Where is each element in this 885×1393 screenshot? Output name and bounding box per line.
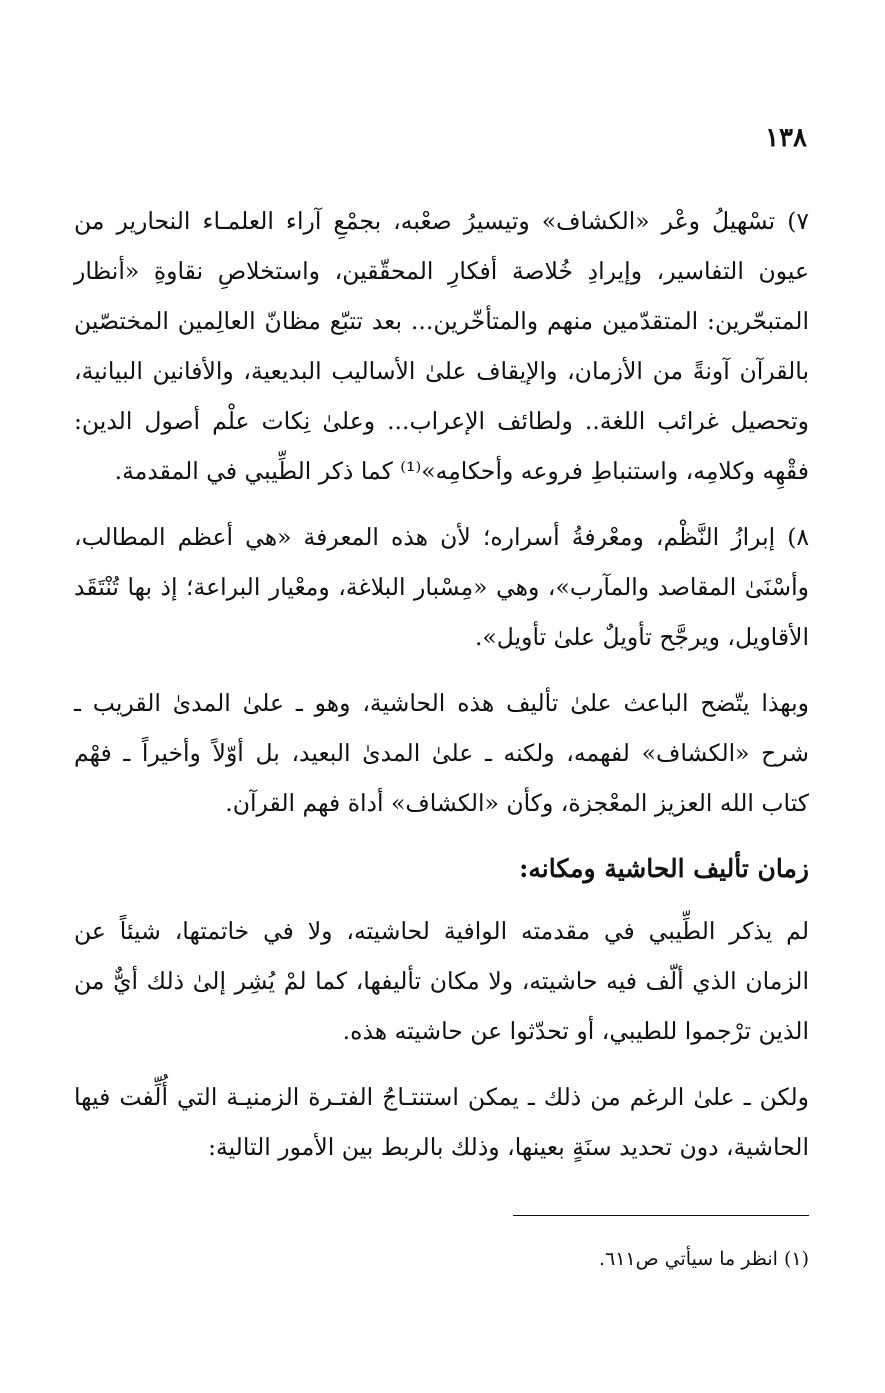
footnote-1: (١) انظر ما سيأتي ص٦١١.: [598, 1248, 809, 1270]
page-number: ١٣٨: [765, 123, 807, 153]
footnote-divider: [513, 1215, 809, 1216]
paragraph-motive: وبهذا يتّضح الباعث علىٰ تأليف هذه الحاشية، وهو ـ علىٰ المدىٰ القريب ـ شرح «الكشاف» لفهمه، ولكنه ـ علىٰ المدىٰ البعيد، بل أوّلاً وأخيراً ـ فهْم كتاب الله العزيز المعْجزة، وكأن «الكشاف» أداة فهم القرآن.: [74, 689, 809, 817]
main-text: [74, 196, 809, 1188]
paragraph-7: ٧) تسْهيلُ وعْر «الكشاف» وتيسيرُ صعْبه، بجمْعِ آراء العلمـاء النحارير من عيون التفاسير، وإيرادِ خُلاصة أفكارِ المحقّقين، واستخلاصِ نقاوةِ «أنظار المتبحّرين: المتقدّمين منهم والمتأخّرين... بعد تتبّع مظانّ العالِمين المختصّين بالقرآن آونةً من الأزمان، والإيقاف علىٰ الأساليب البديعية، والأفانين البيانية، وتحصيل غرائب اللغة.. ولطائف الإعراب... وعلىٰ نِكات علْم أصول الدين: فقْهِه وكلامِه، واستنباطِ فروعه وأحكامِه»⁽¹⁾ كما ذكر الطِّيبي في المقدمة.: [74, 207, 810, 485]
paragraph-8: ٨) إبرازُ النَّظْم، ومعْرفةُ أسراره؛ لأن هذه المعرفة «هي أعظم المطالب، وأسْنَىٰ المقاصد والمآرب»، وهي «مِسْبار البلاغة، ومعْيار البراعة؛ إذ بها تُنْتَقَد الأقاويل، ويرجَّح تأويلٌ علىٰ تأويل».: [74, 523, 809, 651]
section-heading: زمان تأليف الحاشية ومكانه:: [519, 854, 809, 883]
paragraph-inference: ولكن ـ علىٰ الرغم من ذلك ـ يمكن استنتـاجُ الفتـرة الزمنيـة التي أُلِّفت فيها الحاشية، دون تحديد سنَةٍ بعينها، وذلك بالربط بين الأمور التالية:: [74, 1083, 809, 1161]
paragraph-time-place: لم يذكر الطِّيبي في مقدمته الوافية لحاشيته، ولا في خاتمتها، شيئاً عن الزمان الذي ألّف فيه حاشيته، ولا مكان تأليفها، كما لمْ يُشِر إلىٰ ذلك أيٌّ من الذين ترْجموا للطيبي، أو تحدّثوا عن حاشيته هذه.: [74, 917, 809, 1045]
